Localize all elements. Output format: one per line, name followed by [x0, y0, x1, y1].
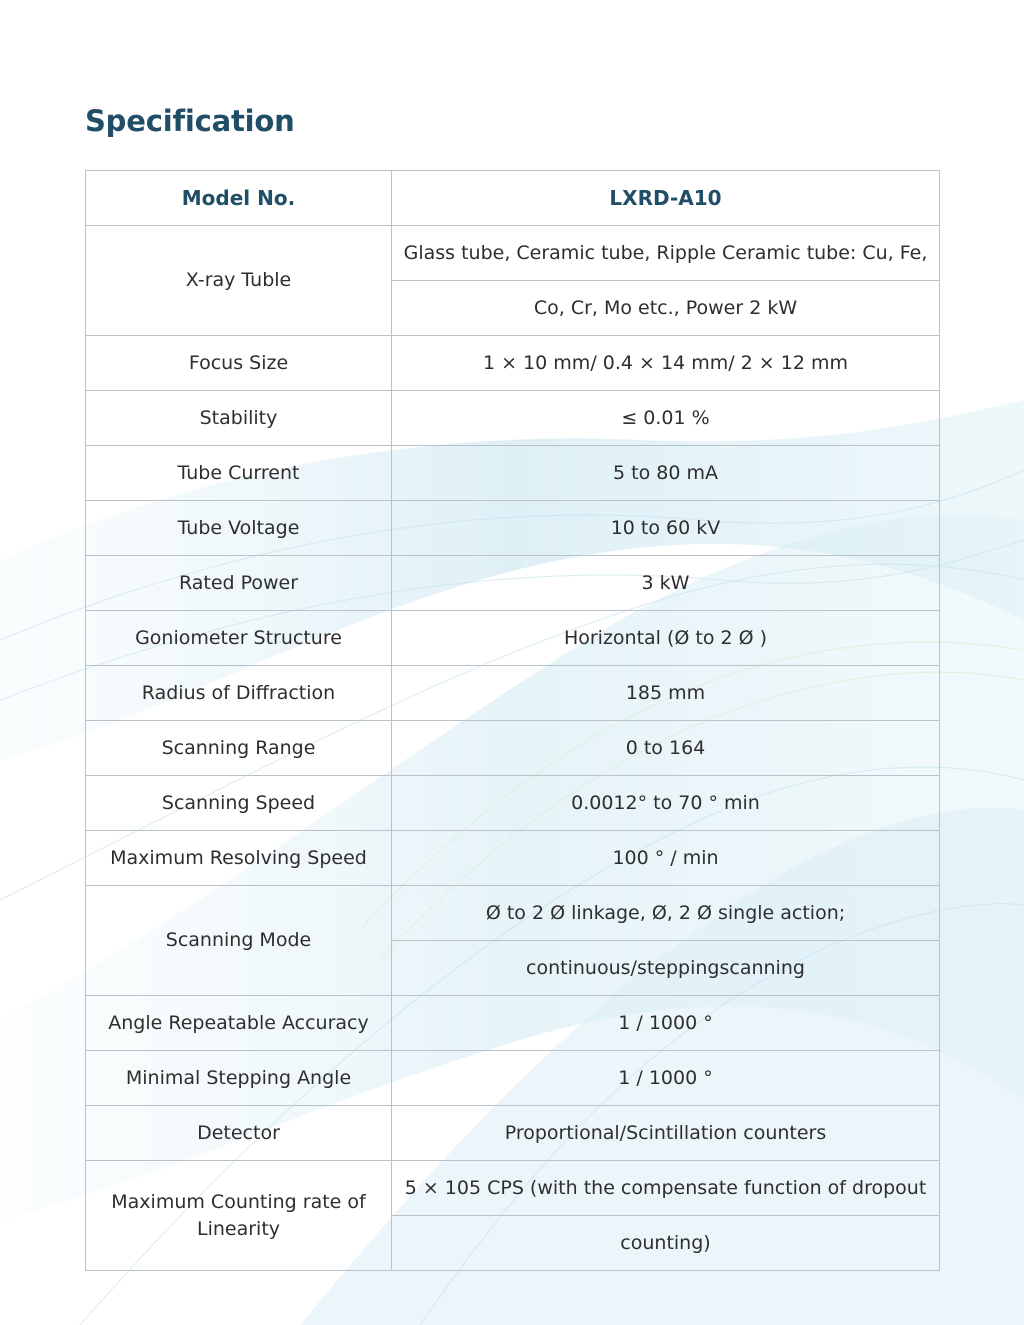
- row-value: Co, Cr, Mo etc., Power 2 kW: [392, 281, 940, 336]
- table-row: [86, 446, 940, 501]
- header-model-label: Model No.: [86, 171, 392, 226]
- header-model-value: LXRD-A10: [392, 171, 940, 226]
- table-row: [86, 886, 940, 941]
- table-row: [86, 1161, 940, 1216]
- specification-table: [85, 170, 940, 1271]
- row-value: 5 to 80 mA: [392, 446, 940, 501]
- table-row: [86, 996, 940, 1051]
- row-label: Tube Current: [86, 446, 392, 501]
- table-row: [86, 666, 940, 721]
- row-value: 3 kW: [392, 556, 940, 611]
- table-header-row: [86, 171, 940, 226]
- row-label: Radius of Diffraction: [86, 666, 392, 721]
- row-value: 100 ° / min: [392, 831, 940, 886]
- row-value: continuous/steppingscanning: [392, 941, 940, 996]
- row-value: 1 / 1000 °: [392, 996, 940, 1051]
- row-label: X-ray Tuble: [86, 226, 392, 336]
- row-value: Horizontal (Ø to 2 Ø ): [392, 611, 940, 666]
- table-row: [86, 1051, 940, 1106]
- row-label: Tube Voltage: [86, 501, 392, 556]
- page-title: Specification: [85, 104, 295, 138]
- row-value: 10 to 60 kV: [392, 501, 940, 556]
- row-label: [86, 1161, 392, 1271]
- row-label: Stability: [86, 391, 392, 446]
- table-row: [86, 1106, 940, 1161]
- row-label: Rated Power: [86, 556, 392, 611]
- row-label: Scanning Mode: [86, 886, 392, 996]
- row-value: 1 × 10 mm/ 0.4 × 14 mm/ 2 × 12 mm: [392, 336, 940, 391]
- table-row: [86, 611, 940, 666]
- table-row: [86, 556, 940, 611]
- row-value: 0.0012° to 70 ° min: [392, 776, 940, 831]
- row-value: 0 to 164: [392, 721, 940, 776]
- row-value: counting): [392, 1216, 940, 1271]
- row-label: Angle Repeatable Accuracy: [86, 996, 392, 1051]
- row-value: 1 / 1000 °: [392, 1051, 940, 1106]
- row-value: 185 mm: [392, 666, 940, 721]
- row-label: Focus Size: [86, 336, 392, 391]
- row-label: Scanning Range: [86, 721, 392, 776]
- table-row: [86, 721, 940, 776]
- row-value: Ø to 2 Ø linkage, Ø, 2 Ø single action;: [392, 886, 940, 941]
- table-row: [86, 776, 940, 831]
- row-label: Minimal Stepping Angle: [86, 1051, 392, 1106]
- table-row: [86, 226, 940, 281]
- table-row: [86, 831, 940, 886]
- row-value: ≤ 0.01 %: [392, 391, 940, 446]
- table-row: [86, 501, 940, 556]
- row-label: Maximum Resolving Speed: [86, 831, 392, 886]
- row-value: 5 × 105 CPS (with the compensate function of dropout: [392, 1161, 940, 1216]
- table-row: [86, 391, 940, 446]
- row-value: Proportional/Scintillation counters: [392, 1106, 940, 1161]
- row-label: Scanning Speed: [86, 776, 392, 831]
- row-value: Glass tube, Ceramic tube, Ripple Ceramic tube: Cu, Fe,: [392, 226, 940, 281]
- row-label: Goniometer Structure: [86, 611, 392, 666]
- table-row: [86, 336, 940, 391]
- row-label: Detector: [86, 1106, 392, 1161]
- row-label-text: Maximum Counting rate of Linearity: [111, 1190, 366, 1240]
